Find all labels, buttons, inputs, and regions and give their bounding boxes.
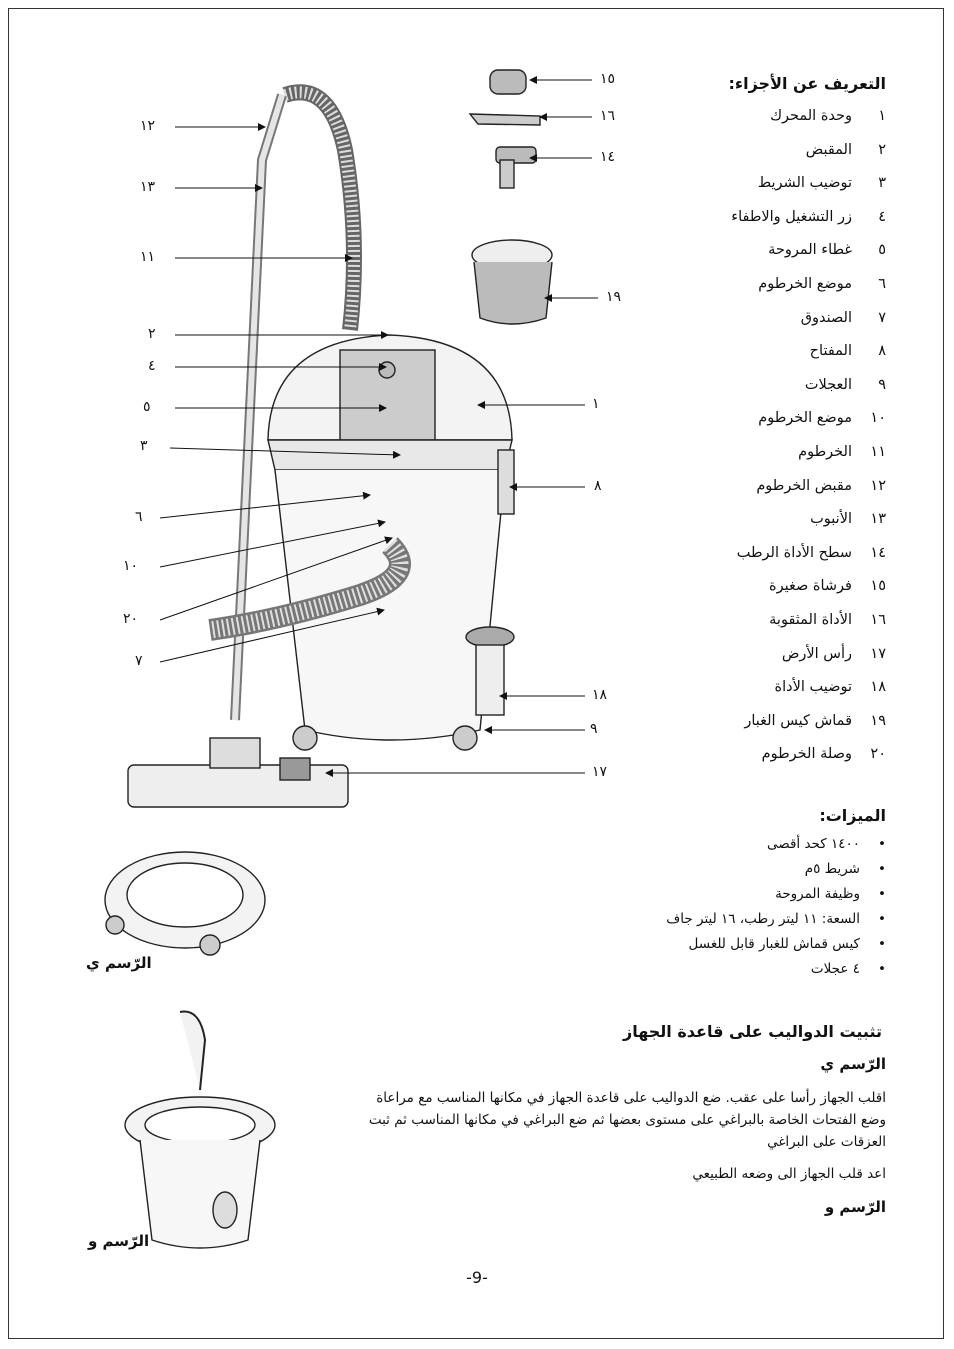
wet-tool-drawing	[496, 147, 536, 188]
feature-item: • شريط ٥م	[804, 861, 886, 877]
callout-1: ١	[592, 396, 600, 412]
part-item: ٧ الصندوق	[800, 309, 886, 326]
part-item: ٥ غطاء المروحة	[768, 242, 886, 259]
features-title: الميزات:	[819, 806, 886, 825]
page-number: -9-	[466, 1268, 488, 1287]
part-item: ١٥ فرشاة صغيرة	[769, 578, 886, 595]
callout-11: ١١	[140, 249, 156, 265]
figure-caption-y: الرّسم ي	[86, 954, 152, 972]
callout-3: ٣	[140, 438, 148, 454]
callout-14: ١٤	[600, 149, 616, 165]
hose-drawing	[285, 92, 354, 330]
callout-6: ٦	[135, 509, 143, 525]
parts-title: التعريف عن الأجزاء:	[728, 74, 886, 93]
features-list	[666, 836, 886, 986]
part-item: ٢ المقبض	[805, 141, 886, 158]
callout-19: ١٩	[606, 289, 622, 305]
part-item: ١٦ الأداة المثقوبة	[769, 611, 886, 628]
install-title: تثبيت الدواليب على قاعدة الجهاز	[622, 1022, 882, 1041]
part-item: ١٩ قماش كيس الغبار	[744, 712, 886, 729]
floor-head-drawing	[128, 765, 348, 807]
callout-4: ٤	[148, 358, 156, 374]
part-item: ١٠ موضع الخرطوم	[758, 410, 886, 427]
callout-20: ٢٠	[123, 611, 139, 627]
part-item: ١٢ مقبض الخرطوم	[756, 477, 886, 494]
callout-12: ١٢	[140, 118, 156, 134]
callout-18: ١٨	[592, 687, 608, 703]
part-item: ٨ المفتاح	[809, 343, 886, 360]
part-item: ١٣ الأنبوب	[810, 511, 886, 528]
inverted-tank-drawing	[125, 1012, 275, 1248]
small-brush-drawing	[490, 70, 526, 94]
callout-5: ٥	[143, 399, 151, 415]
callout-9: ٩	[590, 721, 598, 737]
parts-list	[731, 108, 886, 780]
feature-item: • وظيفة المروحة	[775, 886, 886, 902]
callout-8: ٨	[594, 478, 602, 494]
callout-2: ٢	[148, 326, 156, 342]
install-instructions-2: اعد قلب الجهاز الى وضعه الطبيعي	[692, 1166, 886, 1182]
part-item: ٣ توضيب الشريط	[757, 175, 886, 192]
callout-17: ١٧	[592, 764, 608, 780]
feature-item: • السعة: ١١ ليتر رطب، ١٦ ليتر جاف	[666, 911, 886, 927]
part-item: ١١ الخرطوم	[798, 443, 886, 460]
callout-16: ١٦	[600, 108, 616, 124]
wheel-base-drawing	[105, 852, 265, 955]
install-instructions: اقلب الجهاز رأسا على عقب. ضع الدواليب على قاعدة الجهاز في مكانها المناسب مع مراعاة وضع الفتحات الخاصة بالبراغي على مستوى بعضها ثم ضع البراغي في مكانها المناسب ثم ثبت العزقات على البراغي	[368, 1090, 886, 1150]
callout-13: ١٣	[140, 179, 156, 195]
callout-10: ١٠	[123, 558, 139, 574]
part-item: ١٧ رأس الأرض	[781, 645, 886, 662]
callout-7: ٧	[135, 653, 143, 669]
feature-item: • ٤ عجلات	[810, 961, 886, 977]
install-figure-ref-w: الرّسم و	[824, 1198, 886, 1216]
feature-item: • كيس قماش للغبار قابل للغسل	[688, 936, 886, 952]
callout-15: ١٥	[600, 71, 616, 87]
part-item: ٦ موضع الخرطوم	[758, 275, 886, 292]
part-item: ١٨ توضيب الأداة	[774, 679, 886, 696]
part-item: ٩ العجلات	[804, 376, 886, 393]
part-item: ٤ زر التشغيل والاطفاء	[731, 208, 886, 225]
part-item: ١ وحدة المحرك	[770, 108, 886, 124]
figure-caption-w: الرّسم و	[88, 1232, 150, 1250]
install-figure-ref-y: الرّسم ي	[820, 1055, 886, 1073]
part-item: ٢٠ وصلة الخرطوم	[761, 746, 886, 763]
part-item: ١٤ سطح الأداة الرطب	[736, 544, 886, 561]
crevice-tool-drawing	[470, 114, 540, 125]
dust-bag-drawing	[472, 240, 552, 324]
feature-item: • ١٤٠٠ كحد أقصى	[767, 836, 886, 852]
